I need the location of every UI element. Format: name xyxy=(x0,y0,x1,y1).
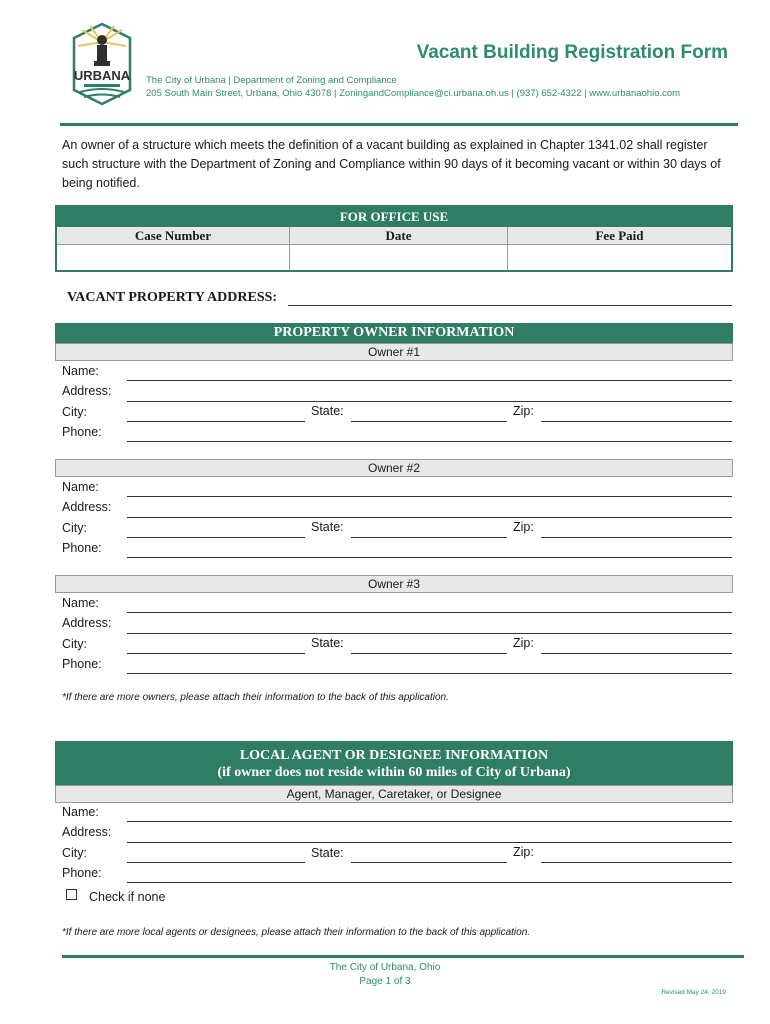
revised-date: Revised May 24, 2019 xyxy=(661,989,726,996)
owner-1-state-field[interactable] xyxy=(351,421,507,422)
owner-2-name-field[interactable] xyxy=(127,496,732,497)
footer-city: The City of Urbana, Ohio xyxy=(329,962,441,973)
owner-2-address-label: Address: xyxy=(62,500,112,514)
local-agent-section-title xyxy=(55,741,733,785)
agent-phone-field[interactable] xyxy=(127,882,732,883)
form-title: Vacant Building Registration Form xyxy=(416,42,728,63)
office-use-table xyxy=(55,205,733,272)
owner-1-city-field[interactable] xyxy=(127,421,305,422)
date-header: Date xyxy=(290,227,508,244)
owner-3-city-field[interactable] xyxy=(127,653,305,654)
intro-paragraph: An owner of a structure which meets the definition of a vacant building as explained in Chapter 1341.02 shall register such structure with the Department of Zoning and Compliance within 90 days of it becoming vacant or within 30 days of being notified. xyxy=(62,138,721,190)
owner-2-phone-label: Phone: xyxy=(62,541,102,555)
owner-3-heading: Owner #3 xyxy=(55,575,733,593)
agent-city-label: City: xyxy=(62,846,87,860)
owner-1-name-field[interactable] xyxy=(127,380,732,381)
owner-2-zip-field[interactable] xyxy=(541,537,732,538)
owner-3-name-label: Name: xyxy=(62,596,99,610)
owner-3-state-label: State: xyxy=(311,636,344,650)
local-agent-title-line2: (if owner does not reside within 60 miles of City of Urbana) xyxy=(217,765,571,780)
owner-1-name-label: Name: xyxy=(62,364,99,378)
none-checkbox-label: Check if none xyxy=(89,890,166,904)
header-divider xyxy=(60,123,738,126)
more-agents-note: *If there are more local agents or designees, please attach their information to the back of this application. xyxy=(62,927,531,938)
owner-2-state-field[interactable] xyxy=(351,537,507,538)
owner-3-address-label: Address: xyxy=(62,616,112,630)
agent-zip-field[interactable] xyxy=(541,862,732,863)
logo-text: URBANA xyxy=(73,68,131,83)
agent-state-field[interactable] xyxy=(351,862,507,863)
owner-1-phone-field[interactable] xyxy=(127,441,732,442)
case-number-header: Case Number xyxy=(57,227,290,244)
agent-phone-label: Phone: xyxy=(62,866,102,880)
agent-address-label: Address: xyxy=(62,825,112,839)
footer-divider xyxy=(62,955,744,958)
more-owners-note: *If there are more owners, please attach their information to the back of this application. xyxy=(62,692,449,703)
owner-3-phone-field[interactable] xyxy=(127,673,732,674)
office-use-header-row xyxy=(57,227,731,245)
office-use-value-row xyxy=(57,245,731,270)
owner-1-city-label: City: xyxy=(62,405,87,419)
owner-3-state-field[interactable] xyxy=(351,653,507,654)
none-checkbox[interactable] xyxy=(66,889,77,900)
city-of-urbana-logo xyxy=(70,22,134,106)
owner-1-state-label: State: xyxy=(311,404,344,418)
agent-address-field[interactable] xyxy=(127,842,732,843)
office-use-title: FOR OFFICE USE xyxy=(57,207,731,227)
agent-heading: Agent, Manager, Caretaker, or Designee xyxy=(55,785,733,803)
date-cell[interactable] xyxy=(290,245,508,270)
department-line: The City of Urbana | Department of Zoning and Compliance xyxy=(146,75,397,86)
owner-1-phone-label: Phone: xyxy=(62,425,102,439)
agent-name-label: Name: xyxy=(62,805,99,819)
owner-2-city-field[interactable] xyxy=(127,537,305,538)
fee-paid-cell[interactable] xyxy=(508,245,731,270)
agent-zip-label: Zip: xyxy=(513,845,534,859)
owner-3-phone-label: Phone: xyxy=(62,657,102,671)
fee-paid-header: Fee Paid xyxy=(595,228,644,243)
owner-1-address-label: Address: xyxy=(62,384,112,398)
owner-2-name-label: Name: xyxy=(62,480,99,494)
vacant-property-address-label: VACANT PROPERTY ADDRESS: xyxy=(67,290,278,305)
agent-state-label: State: xyxy=(311,846,344,860)
owner-2-heading: Owner #2 xyxy=(55,459,733,477)
owner-3-address-field[interactable] xyxy=(127,633,732,634)
owner-1-zip-field[interactable] xyxy=(541,421,732,422)
owner-3-zip-field[interactable] xyxy=(541,653,732,654)
vacant-property-address-field[interactable] xyxy=(288,305,732,306)
contact-line: 205 South Main Street, Urbana, Ohio 43078 | ZoningandCompliance@ci.urbana.oh.us | (937) 652-4322 | www.urbanaohio.com xyxy=(146,88,681,99)
owner-2-state-label: State: xyxy=(311,520,344,534)
property-owner-section-title: PROPERTY OWNER INFORMATION xyxy=(55,323,733,343)
owner-1-address-field[interactable] xyxy=(127,401,732,402)
page-number: Page 1 of 3 xyxy=(359,976,411,987)
owner-2-city-label: City: xyxy=(62,521,87,535)
owner-3-name-field[interactable] xyxy=(127,612,732,613)
agent-name-field[interactable] xyxy=(127,821,732,822)
owner-3-zip-label: Zip: xyxy=(513,636,534,650)
agent-city-field[interactable] xyxy=(127,862,305,863)
owner-2-phone-field[interactable] xyxy=(127,557,732,558)
owner-1-heading: Owner #1 xyxy=(55,343,733,361)
owner-1-zip-label: Zip: xyxy=(513,404,534,418)
owner-3-city-label: City: xyxy=(62,637,87,651)
case-number-cell[interactable] xyxy=(57,245,290,270)
owner-2-address-field[interactable] xyxy=(127,517,732,518)
owner-2-zip-label: Zip: xyxy=(513,520,534,534)
local-agent-title-line1: LOCAL AGENT OR DESIGNEE INFORMATION xyxy=(239,748,549,763)
